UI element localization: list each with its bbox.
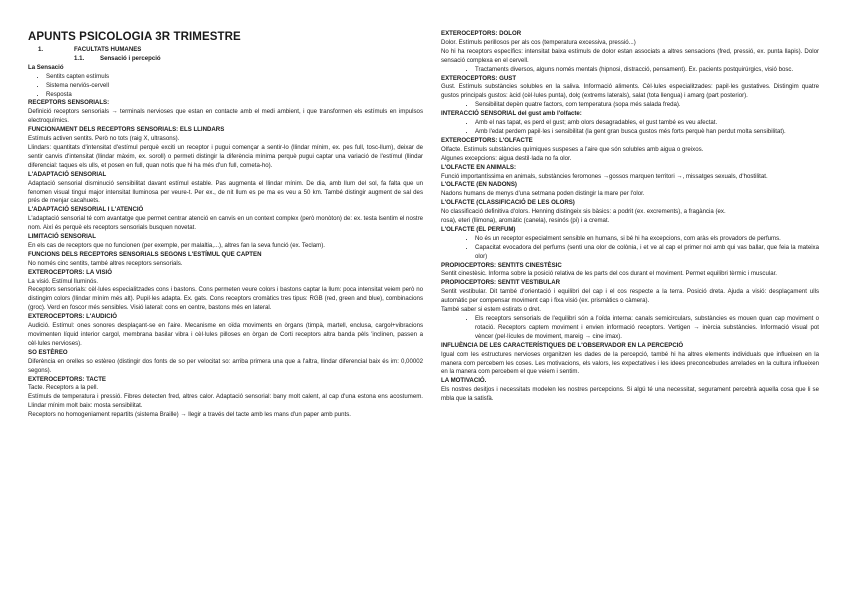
left-content — [28, 64, 423, 420]
bullet-item: • Resposta — [46, 91, 423, 100]
section-heading: EXTEROCEPTORS: LA VISIÓ — [28, 268, 112, 276]
bullet-list — [441, 315, 819, 342]
bullet-list — [441, 101, 819, 110]
bullet-item: • Amb l'edat perdem papil·les i sensibilitat (la gent gran busca gustos més forts perquè han perdut molta sensibilitat). — [475, 128, 819, 137]
bullet-list — [28, 73, 423, 100]
toc-item-1 — [38, 46, 423, 55]
section-heading: FUNCIONAMENT DELS RECEPTORS SENSORIALS: ELS LLINDARS — [28, 126, 225, 134]
bullet-item: • Els receptors sensorials de l'equilibri són a l'oïda interna: canals semicirculars, substàncies es mouen quan cap moviment o rotació. Receptors captem moviment i envien informació receptors. Vertigen → inèrcia substàncies. Informació visual pot vèncer (pel·lícules de moviment, mareig → cine imax). — [475, 315, 819, 342]
paragraph: Gust. Estímuls substàncies solubles en la saliva. Informació aliments. Cèl·lules especialitzades: papil·les gustatives. Distingim quatre gustos principals gustos: àcid (cèl·lules punta), dolç (extrems laterals), salat (tota llengua) i amarg (part posterior). — [441, 83, 819, 100]
section-heading: L'ADAPTACIÓ SENSORIAL I L'ATENCIÓ — [28, 206, 144, 214]
toc-label: FACULTATS HUMANES — [74, 46, 142, 53]
bullet-item: • Sensibilitat depèn quatre factors, com temperatura (sopa més salada freda). — [475, 101, 819, 110]
section-heading: EXTEROCEPTORS: GUST — [441, 74, 517, 82]
section-heading: INTERACCIÓ SENSORIAL del gust amb l'olfacte: — [441, 110, 582, 118]
toc-label: Sensació i percepció — [100, 54, 161, 62]
section-heading: SO ESTÈREO — [28, 348, 68, 356]
bullet-item: • Sistema nerviós-cervell — [46, 82, 423, 91]
paragraph: La visió. Estímul lluminós. — [28, 277, 99, 285]
section-heading: RECEPTORS SENSORIALS: — [28, 99, 110, 107]
paragraph: També saber si estem estirats o dret. — [441, 306, 541, 314]
paragraph: Nadons humans de menys d'una setmana poden distingir la mare per l'olor. — [441, 190, 645, 198]
bullet-item: • No és un receptor especialment sensible en humans, si bé hi ha excepcions, com aràs els provadors de perfums. — [475, 235, 819, 244]
toc-number: 1.1. — [74, 54, 85, 62]
paragraph: Receptors no homogeniament repartits (sistema Braille) → llegir a través del tacte amb les mans d'un paper amb punts. — [28, 411, 351, 419]
section-heading: LA MOTIVACIÓ. — [441, 377, 487, 385]
bullet-item: • Amb el nas tapat, es perd el gust; amb olors desagradables, el gust també es veu afectat. — [475, 119, 819, 128]
paragraph: Adaptació sensorial disminució sensibilitat davant estímul estable. Pas augmenta el llindar mínim. De dia, amb llum del sol, fa falta que un fenomen visual tingui major intensitat lluminosa per veure-t. Per ex., de nit llum es pe ma es veu a 50 km. També distingir augment de sal des prés de menjar cacahuets. — [28, 179, 423, 205]
bullet-list — [441, 235, 819, 262]
section-heading: L'OLFACTE (EN NADONS) — [441, 181, 517, 189]
section-heading: L'OLFACTE EN ANIMALS: — [441, 163, 517, 171]
section-heading: PROPIOCEPTORS: SENTITS CINESTÈSIC — [441, 261, 562, 269]
bullet-list — [441, 119, 819, 137]
paragraph: Tacte. Receptors a la pell. — [28, 384, 99, 392]
bullet-item: • Tractaments diversos, alguns només mentals (hipnosi, distracció, pensament). Ex. pacients postquirúrgics, visió bosc. — [475, 66, 819, 75]
paragraph: Estímuls de temperatura i pressió. Fibres detecten fred, altres calor. Adaptació sensorial: bany molt calent, al cap d'una estona ens acostumem. Llindar mínim molt baix: mosta sensibilitat. — [28, 393, 423, 410]
bullet-item: • Sentits capten estímuls — [46, 73, 423, 82]
paragraph: Estímuls activen sentits. Però no tots (raig X, ultrasons). — [28, 135, 180, 143]
section-heading: EXTEROCEPTORS: TACTE — [28, 375, 106, 383]
paragraph: Diferència en orelles so estèreo (distingir dos fonts de so per velocitat so: arriba primera una que a l'altra, llindar diferencial baix és im: 0,00002 segons). — [28, 357, 423, 374]
section-heading: EXTEROCEPTORS: L'OLFACTE — [441, 136, 533, 144]
section-heading: EXTEROCEPTORS: DOLOR — [441, 30, 522, 37]
paragraph: Receptors sensorials: cèl·lules especialitzades cons i bastons. Cons permeten veure colors i bastons captar la llum: poca intensitat veiem però no distingim colors (llindar mínim més alt). Pupil·les adapta. Ex. gats. Cons receptors cromàtics tres tipus: RGB (red, green and blue), combinacions (groc). Verd en foscor més sensibles. Visió lateral: cons en centre, bastons més en lateral. — [28, 286, 423, 312]
section-heading: EXTEROCEPTORS: L'AUDICIÓ — [28, 313, 118, 321]
paragraph: Els nostres desitjos i necessitats modelen les nostres percepcions. Si algú té una necessitat, segurament percebrà aquella cosa que li se mbla que la satisfà. — [441, 386, 819, 403]
paragraph: En els cas de receptors que no funcionen (per exemple, per malaltia,...), altres fan la seva funció (ex. Teclam). — [28, 241, 325, 249]
paragraph: Definició receptors sensorials → terminals nervioses que estan en contacte amb el medi ambient, i que transformen els estímuls en impulsos electroquímics. — [28, 108, 423, 125]
left-column — [28, 30, 423, 420]
paragraph: No només cinc sentits, també altres receptors sensorials. — [28, 259, 183, 267]
paragraph: Sentit vestibular. Dit també d'orientació i equilibri del cap i el cos respecte a la terra. Posició dreta. Ajuda a visió: desplaçament ulls automàtic per compensar moviment cap i fixa visió (ex. prismàtics o càmera). — [441, 288, 819, 305]
paragraph: No hi ha receptors específics: intensitat baixa estímuls de dolor estan associats a altres sensacions (fred, pressió, ex. punta llapis). Dolor sensació complexa en el cervell. — [441, 47, 819, 64]
paragraph: Funció importantíssima en animals, substàncies feromones →gossos marquen territori →, missatges sexuals, d'hostilitat. — [441, 172, 768, 180]
section-heading: L'ADAPTACIÓ SENSORIAL — [28, 170, 107, 178]
section-heading: LIMITACIÓ SENSORIAL — [28, 233, 96, 241]
toc-item-1-1 — [74, 55, 423, 64]
section-heading: INFLUÈNCIA DE LES CARACTERÍSTIQUES DE L'OBSERVADOR EN LA PERCEPCIÓ — [441, 341, 684, 349]
paragraph: No classificació definitiva d'olors. Henning distingeix sis bàsics: a podrit (ex. excrements), a fragància (ex. — [441, 208, 726, 216]
paragraph: Audició. Estímul: ones sonores desplaçant-se en l'aire. Mecanisme en oïda moviments en òrgans (timpà, martell, enclusa, cargol+vibracions movimenten líquid interior cargol, membrana basilar vibra i cèl·lules pilloses en òrgan de Corti receptors altra banda pèls 'inclinen, passen a cèl·lules nervioses). — [28, 322, 423, 347]
section-heading: L'OLFACTE (CLASSIFICACIÓ DE LES OLORS) — [441, 199, 575, 207]
paragraph: rosa), eteri (llimona), aromàtic (canela), resinós (pi) i a cremat. — [441, 217, 610, 225]
bullet-list — [441, 66, 819, 75]
bullet-item: • Capacitat evocadora del perfums (senti una olor de colònia, i et ve al cap el primer noi amb qui vas ballar, que feia la mateixa olor) — [475, 244, 819, 262]
paragraph: Dolor. Estímuls perillosos per als cos (temperatura excessiva, pressió...) — [441, 38, 636, 46]
right-content — [441, 30, 819, 404]
paragraph: Olfacte. Estímuls substàncies químiques suspeses a l'aire que són solubles amb aigua o greixos. — [441, 145, 704, 153]
paragraph: Llindars: quantitats d'intensitat d'estímul perquè exciti un receptor i pugui començar a sentir-lo (llindar mínim, ex. pes full, tosc-llum), deixar de sentir canvis d'intensitat (llindar màxim, ex. soroll) o permeti distingir la diferència mínima perquè pugui captar una variació de l'estímul (llindar diferencial: taques els ulls, et posen en full, quan notis que hi ha més d'un full, cometa-ho). — [28, 143, 423, 169]
paragraph: Sentit cinestèsic. Informa sobre la posició relativa de les parts del cos durant el moviment. Permet equilibri tèrmic i muscular. — [441, 270, 777, 278]
section-heading: FUNCIONS DELS RECEPTORS SENSORIALS SEGONS L'ESTÍMUL QUE CAPTEN — [28, 250, 262, 258]
right-column — [441, 30, 819, 404]
section-heading: PROPIOCEPTORS: SENTIT VESTIBULAR — [441, 279, 561, 287]
page-title: APUNTS PSICOLOGIA 3R TRIMESTRE — [28, 31, 241, 43]
paragraph: L'adaptació sensorial té com avantatge que permet centrar atenció en canvis en un context complex (però monòton) de: ex. testa lsentim el nostre nom. Així és perquè els receptors sensorials busquen novetat. — [28, 215, 423, 232]
section-heading: L'OLFACTE (EL PERFUM) — [441, 225, 516, 233]
paragraph: Igual com les estructures nervioses organitzen les dades de la percepció, també hi ha altres elements individuals que influeixen en la manera com percebem les coses. Les motivacions, els valors, les expectatives i les idees preconcebudes arrelades en la cultura influeixen en la manera com percebem el que veiem i sentim. — [441, 350, 819, 376]
toc-number: 1. — [38, 46, 44, 53]
section-heading: La Sensació — [28, 63, 64, 71]
paragraph: Algunes excepcions: aigua destil·lada no fa olor. — [441, 154, 572, 162]
